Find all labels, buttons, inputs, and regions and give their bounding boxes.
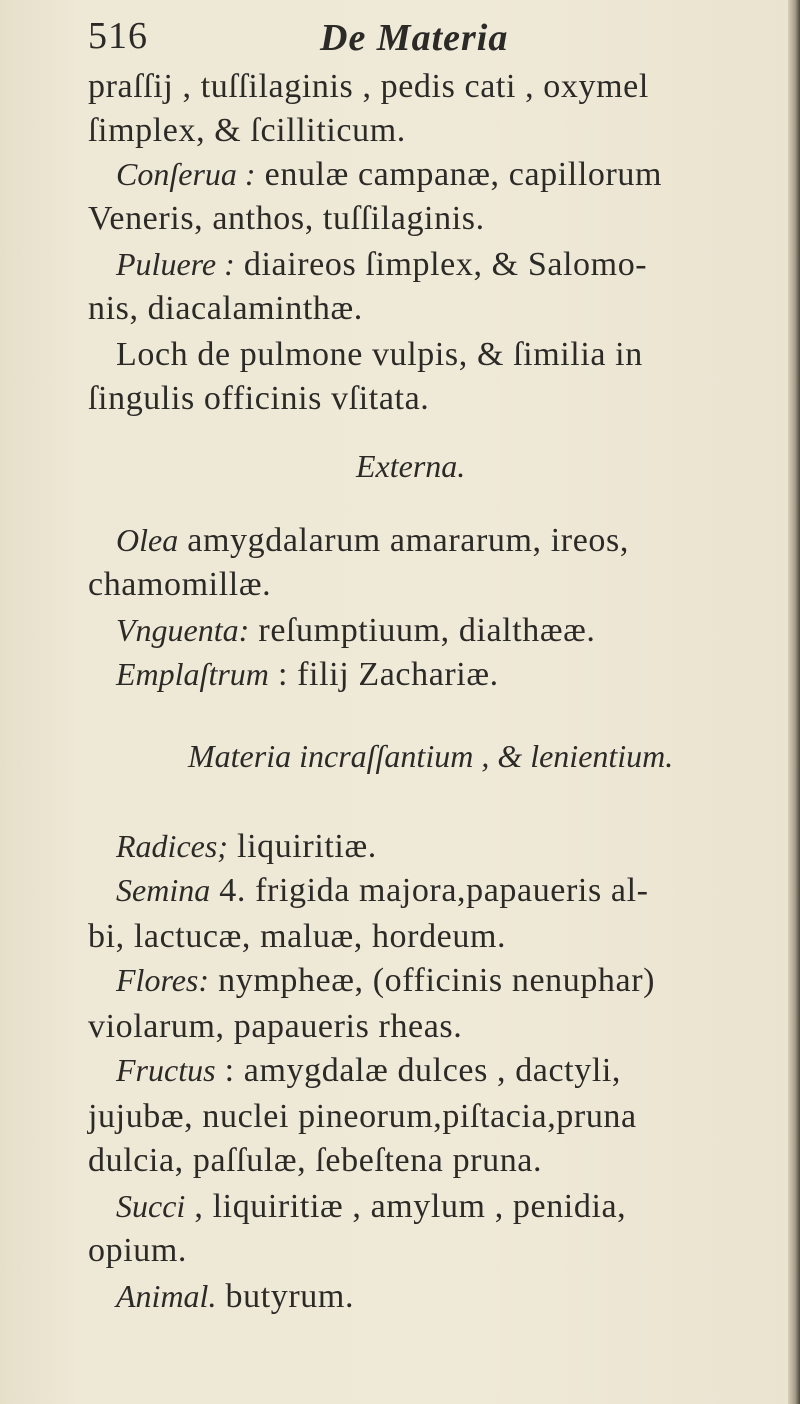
text-line: Flores: nympheæ, (officinis nenuphar) — [116, 962, 656, 999]
text-line: chamomillæ. — [88, 566, 272, 603]
text-line: Vnguenta: reſumptiuum, dialthææ. — [116, 612, 596, 649]
text-line: jujubæ, nuclei pineorum,piſtacia,pruna — [88, 1098, 637, 1135]
running-head: De Materia — [320, 17, 509, 59]
text-line: praſſij , tuſſilaginis , pedis cati , oxymel — [88, 68, 649, 105]
text-line: Radices; liquiritiæ. — [116, 828, 377, 865]
text-line: violarum, papaueris rheas. — [88, 1008, 463, 1045]
text-line: Animal. butyrum. — [116, 1278, 355, 1315]
section-heading-externa: Externa. — [356, 448, 466, 484]
page-header — [88, 14, 768, 70]
text-line: Semina 4. frigida majora,papaueris al- — [116, 872, 649, 909]
page-edge-shadow — [788, 0, 800, 1404]
text-line: opium. — [88, 1232, 187, 1269]
text-line: Fructus : amygdalæ dulces , dactyli, — [116, 1052, 622, 1089]
text-line: Veneris, anthos, tuſſilaginis. — [88, 200, 485, 237]
page-number: 516 — [88, 15, 148, 57]
text-line: Emplaſtrum : filij Zachariæ. — [116, 656, 499, 693]
text-line: ſimplex, & ſcilliticum. — [88, 112, 406, 149]
text-line: dulcia, paſſulæ, ſebeſtena pruna. — [88, 1142, 543, 1179]
section-heading-materia: Materia incraſſantium , & lenientium. — [188, 738, 674, 774]
text-line: Loch de pulmone vulpis, & ſimilia in — [116, 336, 643, 373]
text-line: Conſerua : enulæ campanæ, capillorum — [116, 156, 663, 193]
text-line: ſingulis officinis vſitata. — [88, 380, 430, 417]
text-line: bi, lactucæ, maluæ, hordeum. — [88, 918, 507, 955]
text-line: Succi , liquiritiæ , amylum , penidia, — [116, 1188, 627, 1225]
text-line: nis, diacalaminthæ. — [88, 290, 363, 327]
text-line: Puluere : diaireos ſimplex, & Salomo- — [116, 246, 648, 283]
text-line: Olea amygdalarum amararum, ireos, — [116, 522, 629, 559]
